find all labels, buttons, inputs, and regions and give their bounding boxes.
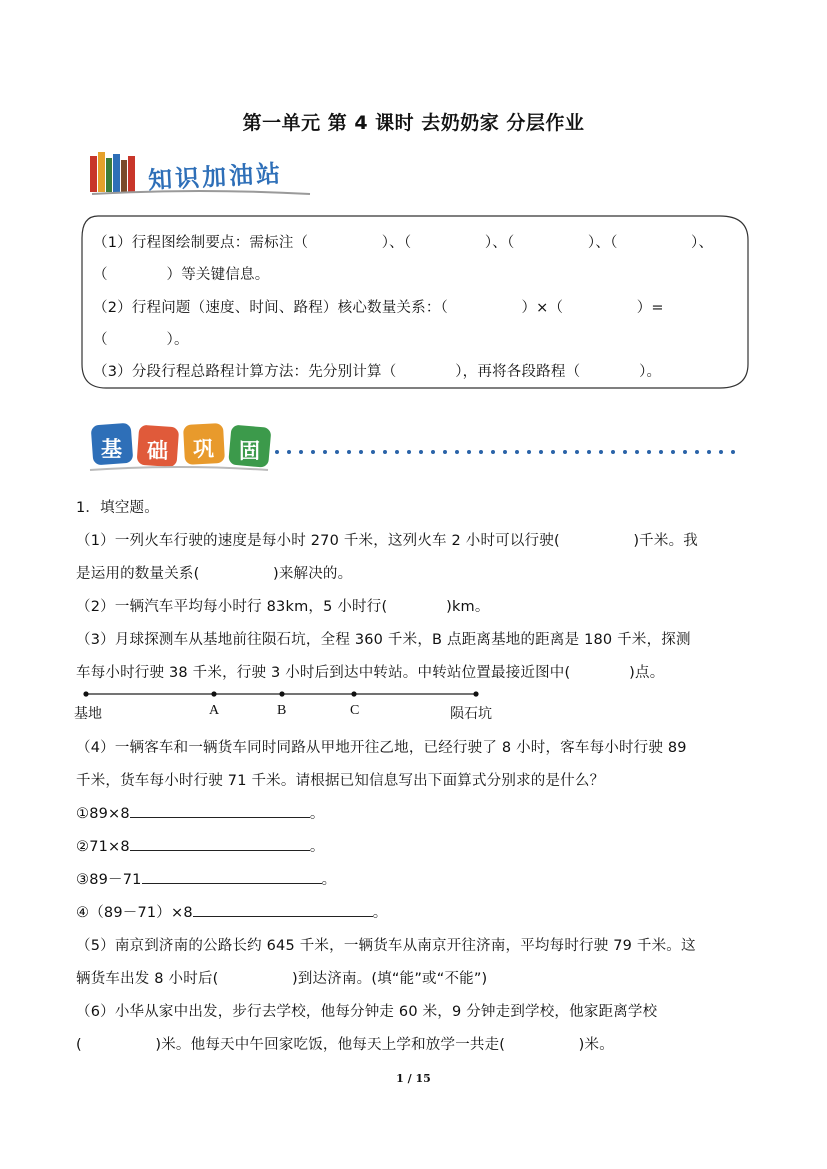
divider-dot (359, 450, 363, 454)
answer-blank-2[interactable] (130, 835, 310, 851)
divider-dot (647, 450, 651, 454)
number-line-label-crater: 陨石坑 (450, 707, 492, 722)
divider-dot (695, 450, 699, 454)
dotted-divider (274, 440, 744, 446)
point-c (351, 691, 356, 696)
divider-dot (395, 450, 399, 454)
knowledge-line-3: （2）行程问题（速度、时间、路程）核心数量关系：（ ）×（ ）= (93, 300, 664, 316)
basic-char-2: 础 (147, 439, 168, 463)
divider-dot (731, 450, 735, 454)
answer-blank-4[interactable] (193, 901, 373, 917)
q1-5-line-a: （5）南京到济南的公路长约 645 千米，一辆货车从南京开往济南，平均每时行驶 79 千米。这 (76, 938, 696, 954)
divider-dot (599, 450, 603, 454)
period: 。 (309, 839, 325, 855)
divider-dot (335, 450, 339, 454)
q1-heading: 1．填空题。 (76, 500, 159, 516)
answer-blank-3[interactable] (142, 868, 322, 884)
period: 。 (372, 905, 388, 921)
divider-dot (671, 450, 675, 454)
divider-dot (311, 450, 315, 454)
divider-dot (287, 450, 291, 454)
knowledge-banner (88, 150, 318, 198)
page-number: 1 / 15 (396, 1072, 431, 1085)
divider-dot (587, 450, 591, 454)
divider-dot (383, 450, 387, 454)
divider-dot (407, 450, 411, 454)
q1-3-line-b: 车每小时行驶 38 千米，行驶 3 小时后到达中转站。中转站位置最接近图中( )点。 (76, 665, 665, 681)
divider-dot (299, 450, 303, 454)
divider-dot (443, 450, 447, 454)
page-title: 第一单元 第 4 课时 去奶奶家 分层作业 (242, 112, 585, 134)
divider-dot (431, 450, 435, 454)
divider-dot (563, 450, 567, 454)
formula-2 (76, 835, 325, 856)
basic-char-3: 巩 (193, 437, 214, 461)
divider-dot (467, 450, 471, 454)
formula-3 (76, 868, 336, 889)
divider-dot (683, 450, 687, 454)
number-line-label-a: A (209, 703, 220, 718)
number-line-label-base: 基地 (74, 707, 102, 722)
divider-dot (659, 450, 663, 454)
q1-3-line-a: （3）月球探测车从基地前往陨石坑，全程 360 千米，B 点距离基地的距离是 180 千米，探测 (76, 632, 691, 648)
q1-1-line-b: 是运用的数量关系( )来解决的。 (76, 566, 353, 582)
knowledge-line-1: （1）行程图绘制要点：需标注（ ）、（ ）、（ ）、（ ）、 (93, 235, 714, 251)
divider-dot (539, 450, 543, 454)
basic-banner (88, 418, 748, 474)
q1-4-line-a: （4）一辆客车和一辆货车同时同路从甲地开往乙地，已经行驶了 8 小时，客车每小时行驶 89 (76, 740, 687, 756)
formula-4-text: ④（89－71）×8 (76, 905, 193, 921)
number-line-label-b: B (277, 703, 287, 718)
point-b (279, 691, 284, 696)
divider-dot (635, 450, 639, 454)
formula-2-text: ②71×8 (76, 839, 130, 855)
divider-dot (275, 450, 279, 454)
divider-dot (623, 450, 627, 454)
divider-dot (551, 450, 555, 454)
q1-6-line-a: （6）小华从家中出发，步行去学校，他每分钟走 60 米，9 分钟走到学校，他家距离学校 (76, 1004, 658, 1020)
q1-6-line-b: ( )米。他每天中午回家吃饭，他每天上学和放学一共走( )米。 (76, 1037, 614, 1053)
point-crater (473, 691, 478, 696)
q1-4-line-b: 千米，货车每小时行驶 71 千米。请根据已知信息写出下面算式分别求的是什么？ (76, 773, 605, 789)
q1-5-line-b: 辆货车出发 8 小时后( )到达济南。(填“能”或“不能”) (76, 971, 488, 987)
q1-2-line: （2）一辆汽车平均每小时行 83km，5 小时行( )km。 (76, 599, 490, 615)
divider-dot (347, 450, 351, 454)
divider-dot (527, 450, 531, 454)
period: 。 (309, 806, 325, 822)
knowledge-line-5: （3）分段行程总路程计算方法：先分别计算（ ），再将各段路程（ ）。 (93, 364, 662, 380)
knowledge-line-4: （ ）。 (93, 332, 189, 348)
divider-dot (479, 450, 483, 454)
period: 。 (321, 872, 337, 888)
divider-dot (575, 450, 579, 454)
divider-dot (491, 450, 495, 454)
divider-dot (707, 450, 711, 454)
basic-char-1: 基 (101, 437, 122, 461)
divider-dot (503, 450, 507, 454)
number-line-label-c: C (350, 703, 360, 718)
divider-dot (515, 450, 519, 454)
divider-dot (419, 450, 423, 454)
answer-blank-1[interactable] (130, 802, 310, 818)
divider-dot (371, 450, 375, 454)
knowledge-line-2: （ ）等关键信息。 (93, 267, 270, 283)
divider-dot (719, 450, 723, 454)
number-line (80, 688, 500, 700)
formula-1-text: ①89×8 (76, 806, 130, 822)
q1-1-line-a: （1）一列火车行驶的速度是每小时 270 千米，这列火车 2 小时可以行驶( )千米。我 (76, 533, 698, 549)
formula-3-text: ③89－71 (76, 872, 142, 888)
knowledge-banner-label: 知识加油站 (147, 159, 284, 195)
divider-dot (323, 450, 327, 454)
divider-dot (455, 450, 459, 454)
point-a (211, 691, 216, 696)
divider-dot (611, 450, 615, 454)
formula-1 (76, 802, 325, 823)
point-base (83, 691, 88, 696)
formula-4 (76, 901, 387, 922)
basic-char-4: 固 (239, 439, 260, 463)
